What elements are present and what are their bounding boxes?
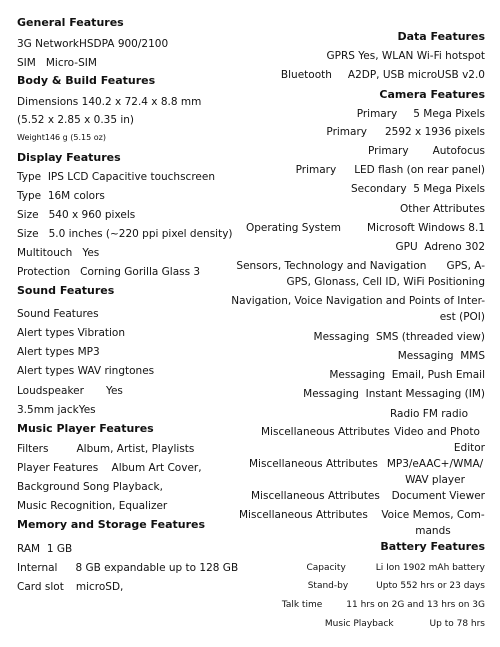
misc-value-line-1: Voice Memos, Com- [381,509,485,521]
battery-row [282,597,485,613]
camera-row [351,181,485,197]
messaging-label: Messaging [303,388,359,400]
memory-row [17,560,238,576]
misc-value-line-2: mands [415,525,451,537]
camera-label: Secondary [350,183,407,195]
camera-value: LED flash (on rear panel) [354,164,485,176]
sim-row [17,55,97,71]
battery-features-heading: Battery Features [380,540,485,553]
sound-row: Sound Features [17,308,99,320]
weight-row: Weight146 g (5.15 oz) [17,133,106,142]
body-build-heading: Body & Build Features [17,74,156,87]
gpu-row [395,239,485,255]
battery-label: Stand-by [307,581,349,591]
memory-label: Internal [17,562,58,574]
sound-value: Vibration [77,327,126,339]
display-value: Yes [82,247,100,259]
data-features-heading: Data Features [397,30,485,43]
camera-label: Primary [295,164,337,176]
os-label: Operating System [245,222,341,234]
display-label: Type [17,171,42,183]
camera-row [296,162,485,178]
sim-label: SIM [17,57,36,69]
battery-value: Upto 552 hrs or 23 days [376,581,485,591]
messaging-label: Messaging [397,350,454,362]
os-row [246,220,485,236]
display-label: Multitouch [17,247,73,259]
dimensions-inches: (5.52 x 2.85 x 0.35 in) [17,114,135,126]
display-value: 16M colors [47,190,105,202]
display-row [17,226,233,242]
sound-row [17,344,100,360]
os-value: Microsoft Windows 8.1 [366,222,485,234]
misc-label: Miscellaneous Attributes [251,490,380,502]
display-value: 5.0 inches (~220 ppi pixel density) [48,228,233,240]
battery-label: Talk time [281,600,323,610]
camera-row [357,106,485,122]
display-row [17,207,135,223]
display-label: Type [17,190,42,202]
sound-row [17,383,123,399]
memory-label: RAM [17,543,41,555]
misc-value-line-2: WAV player [405,474,465,486]
camera-label: Primary [356,108,398,120]
display-label: Size [17,209,39,221]
camera-value: Autofocus [432,145,485,157]
battery-row [325,616,485,632]
bluetooth-row [281,67,485,83]
misc-value [385,456,485,488]
bluetooth-label: Bluetooth [280,69,332,81]
sensors-line-1: Sensors, Technology and Navigation GPS, A- [236,260,485,272]
display-value: 540 x 960 pixels [48,209,136,221]
battery-row [308,578,485,594]
misc-value-line-2: Editor [453,442,485,454]
memory-row [17,541,72,557]
misc-value-line-1: Video and Photo [394,426,480,438]
sound-label: Alert types [17,327,75,339]
camera-value: 2592 x 1936 pixels [385,126,485,138]
messaging-row [398,348,485,364]
misc-value-line-1: MP3/eAAC+/WMA/ [386,458,484,470]
dimensions-value: 140.2 x 72.4 x 8.8 mm [81,96,202,108]
display-value: IPS LCD Capacitive touchscreen [47,171,215,183]
sensors-line-2: GPS, Glonass, Cell ID, WiFi Positioning [286,276,485,288]
messaging-value: Email, Push Email [391,369,485,381]
music-row [17,441,194,457]
display-value: Corning Gorilla Glass 3 [80,266,201,278]
network-row: 3G NetworkHSDPA 900/2100 [17,38,169,50]
music-row: Background Song Playback, [17,481,163,493]
bluetooth-value: A2DP, USB microUSB v2.0 [347,69,485,81]
messaging-value: Instant Messaging (IM) [365,388,485,400]
battery-value: Li Ion 1902 mAh battery [375,563,485,573]
music-label: Player Features [17,462,99,474]
dimensions-label: Dimensions [17,96,79,108]
sound-features-heading: Sound Features [17,284,115,297]
sound-value: WAV ringtones [77,365,155,377]
display-label: Protection [17,266,71,278]
sound-label: Loudspeaker [17,385,84,397]
display-row [17,264,200,280]
music-value: Album, Artist, Playlists [76,443,195,455]
sound-row [17,325,125,341]
radio-row: Radio FM radio [389,408,468,420]
sim-value: Micro-SIM [45,57,97,69]
battery-row [306,560,485,576]
sound-label: Alert types [17,365,75,377]
messaging-row [314,329,485,345]
display-row [17,169,215,185]
camera-value: 5 Mega Pixels [413,183,485,195]
misc-value [389,424,485,456]
memory-value: microSD, [75,581,124,593]
misc-value: Document Viewer [391,490,485,502]
memory-label: Card slot [17,581,64,593]
sound-value: Yes [105,385,123,397]
messaging-value: SMS (threaded view) [376,331,485,343]
battery-label: Capacity [306,563,346,573]
gpu-label: GPU [395,241,418,253]
navigation-line-1: Navigation, Voice Navigation and Points of Inter- [231,295,485,307]
music-row [17,460,202,476]
battery-label: Music Playback [324,619,394,629]
messaging-value: MMS [460,350,485,362]
display-label: Size [17,228,39,240]
display-row [17,188,105,204]
sound-row [17,363,154,379]
memory-storage-heading: Memory and Storage Features [17,518,206,531]
battery-value: 11 hrs on 2G and 13 hrs on 3G [346,600,485,610]
camera-row [368,143,485,159]
battery-value: Up to 78 hrs [429,619,485,629]
gprs-row: GPRS Yes, WLAN Wi-Fi hotspot [326,50,485,62]
misc-label: Miscellaneous Attributes [249,458,378,470]
camera-label: Primary [326,126,367,138]
music-player-heading: Music Player Features [17,422,154,435]
general-features-heading: General Features [17,16,124,29]
dimensions-row [17,94,201,110]
camera-value: 5 Mega Pixels [413,108,485,120]
memory-value: 1 GB [46,543,73,555]
sound-label: Alert types [17,346,75,358]
camera-row [326,124,485,140]
misc-label: Miscellaneous Attributes [261,426,390,438]
messaging-label: Messaging [329,369,386,381]
music-value: Album Art Cover, [111,462,202,474]
messaging-row [303,386,485,402]
display-features-heading: Display Features [17,151,121,164]
misc-value [381,507,485,539]
memory-row [17,579,123,595]
display-row [17,245,99,261]
messaging-label: Messaging [313,331,370,343]
sound-row: 3.5mm jackYes [17,404,96,416]
memory-value: 8 GB expandable up to 128 GB [75,562,239,574]
camera-features-heading: Camera Features [379,88,485,101]
camera-label: Primary [368,145,409,157]
music-label: Filters [17,443,49,455]
music-row: Music Recognition, Equalizer [17,500,168,512]
misc-label: Miscellaneous Attributes [239,509,368,521]
messaging-row [329,367,485,383]
sound-value: MP3 [77,346,100,358]
other-attributes: Other Attributes [400,203,485,215]
gpu-value: Adreno 302 [424,241,485,253]
navigation-line-2: est (POI) [439,311,485,323]
